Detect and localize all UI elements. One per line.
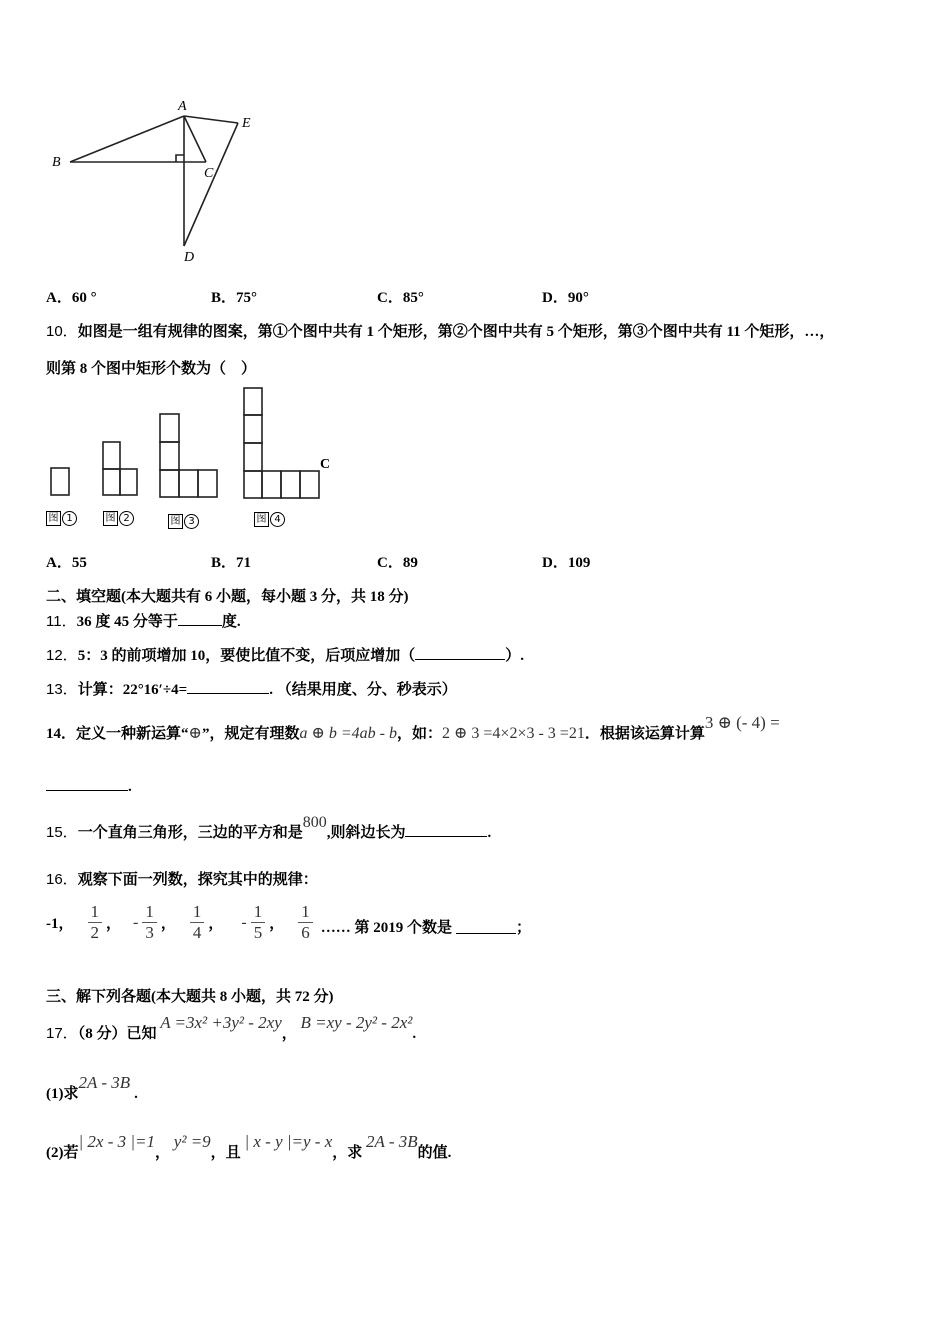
option-value: 109 xyxy=(567,555,591,571)
caption-prefix: 图 xyxy=(254,512,269,527)
q9-triangle-figure xyxy=(40,95,280,270)
caption-prefix: 图 xyxy=(103,511,118,526)
option-letter: A． xyxy=(46,290,72,306)
separator: ，且 xyxy=(210,1145,241,1161)
corner-label-c: C xyxy=(320,457,331,472)
question-text: ）. xyxy=(505,648,524,664)
question-number: 12． xyxy=(46,647,78,664)
question-text: ”，规定有理数 xyxy=(201,726,300,742)
label-a: A xyxy=(178,99,187,114)
q10-option-d[interactable] xyxy=(542,551,590,572)
q10-option-c[interactable] xyxy=(377,551,418,572)
q16-sequence xyxy=(46,902,531,943)
option-letter: B． xyxy=(211,290,237,306)
q15-question xyxy=(46,814,492,842)
sequence-term xyxy=(133,902,176,943)
fraction xyxy=(190,902,205,943)
question-text: 36 度 45 分等于 xyxy=(76,614,178,630)
question-number: 15． xyxy=(46,824,78,841)
q9-option-b[interactable] xyxy=(211,286,257,307)
question-text: 的值. xyxy=(417,1145,452,1161)
question-text: 5：3 的前项增加 10，要使比值不变，后项应增加（ xyxy=(77,648,416,664)
q12-question xyxy=(46,644,524,665)
q10-question-line2 xyxy=(46,357,256,378)
numerator: 1 xyxy=(298,902,313,923)
q17-part2 xyxy=(46,1132,452,1162)
separator: ， xyxy=(208,916,224,932)
option-letter: A． xyxy=(46,555,72,571)
denominator: 6 xyxy=(301,923,310,942)
separator: ， xyxy=(160,916,176,932)
math-target: 3 ⊕ (- 4) = xyxy=(704,713,780,732)
option-value: 75° xyxy=(236,290,258,306)
question-text: 一个直角三角形，三边的平方和是 xyxy=(77,825,303,841)
fraction xyxy=(298,902,313,943)
label-c: C xyxy=(204,166,214,181)
q9-option-d[interactable] xyxy=(542,286,589,307)
question-text: ； xyxy=(515,920,531,936)
answer-blank[interactable] xyxy=(456,919,516,934)
answer-blank[interactable] xyxy=(415,645,505,660)
math-condition-1: | 2x - 3 |=1 xyxy=(78,1132,156,1151)
answer-blank[interactable] xyxy=(187,679,269,694)
question-text: . xyxy=(487,825,492,841)
q10-option-a[interactable] xyxy=(46,551,87,572)
fraction xyxy=(142,902,157,943)
option-value: 89 xyxy=(402,555,418,571)
separator: ， xyxy=(269,916,285,932)
part-label: (2)若 xyxy=(46,1145,79,1161)
question-text: ，如： xyxy=(396,726,442,742)
option-value: 60 ° xyxy=(71,290,97,306)
sign: - xyxy=(241,913,247,931)
sequence-term xyxy=(84,902,122,943)
question-text: 定义一种新运算“ xyxy=(76,726,189,742)
numerator: 1 xyxy=(190,902,205,923)
question-text: . xyxy=(412,1026,417,1042)
math-example: 2 ⊕ 3 =4×2×3 - 3 =21 xyxy=(442,725,585,742)
separator: ， xyxy=(155,1145,171,1161)
q10-option-b[interactable] xyxy=(211,551,251,572)
question-number: 10． xyxy=(46,323,78,340)
caption-prefix: 图 xyxy=(46,511,61,526)
question-number: 17． xyxy=(46,1025,78,1042)
option-letter: D． xyxy=(542,290,568,306)
option-letter: C． xyxy=(377,290,403,306)
q10-rectangles-figure xyxy=(40,380,360,505)
caption-prefix: 图 xyxy=(168,514,183,529)
question-text: （8 分）已知 xyxy=(77,1026,157,1042)
fraction xyxy=(251,902,266,943)
section2-heading: 二、填空题(本大题共有 6 小题，每小题 3 分，共 18 分) xyxy=(46,589,409,605)
option-value: 90° xyxy=(567,290,589,306)
math-expression: 2A - 3B xyxy=(78,1073,131,1092)
q14-answer-line xyxy=(46,776,132,796)
question-text: 计算：22°16′÷4= xyxy=(77,682,188,698)
figure-caption-2 xyxy=(103,510,134,526)
option-value: 85° xyxy=(402,290,424,306)
caption-index: 3 xyxy=(184,514,199,529)
question-text: 观察下面一列数，探究其中的规律： xyxy=(77,872,318,888)
q16-question xyxy=(46,868,318,889)
denominator: 4 xyxy=(192,923,202,942)
figure-caption-3 xyxy=(168,513,199,529)
sequence-term xyxy=(186,902,224,943)
option-value: 71 xyxy=(236,555,252,571)
numerator: 1 xyxy=(88,902,103,923)
separator: ，求 xyxy=(332,1145,363,1161)
question-text: . xyxy=(128,779,132,795)
numerator: 1 xyxy=(142,902,157,923)
numerator: 1 xyxy=(251,902,266,923)
q10-question-line1 xyxy=(46,320,834,341)
math-rule: a ⊕ b =4ab - b xyxy=(299,725,397,742)
question-text: 则第 8 个图中矩形个数为（ ） xyxy=(46,361,257,377)
option-letter: D． xyxy=(542,555,568,571)
label-e: E xyxy=(242,116,251,131)
sign: - xyxy=(133,913,139,931)
question-number: 16． xyxy=(46,871,78,888)
question-text: ．根据该运算计算 xyxy=(584,726,705,742)
q11-question xyxy=(46,610,241,631)
option-letter: C． xyxy=(377,555,403,571)
denominator: 3 xyxy=(145,923,154,942)
separator: ， xyxy=(281,1026,297,1042)
figure-caption-4 xyxy=(254,511,285,527)
question-text: . xyxy=(134,1086,138,1102)
sequence-term: -1， xyxy=(46,916,74,932)
question-text: . （结果用度、分、秒表示） xyxy=(269,682,457,698)
oplus-symbol: ⊕ xyxy=(188,725,202,742)
section3-heading: 三、解下列各题(本大题共 8 小题，共 72 分) xyxy=(46,989,334,1005)
sequence-term xyxy=(241,902,284,943)
caption-index: 2 xyxy=(119,511,134,526)
fraction xyxy=(88,902,103,943)
option-value: 55 xyxy=(71,555,87,571)
denominator: 2 xyxy=(90,923,99,942)
label-d: D xyxy=(184,250,195,265)
answer-blank[interactable] xyxy=(178,611,222,626)
answer-blank[interactable] xyxy=(46,776,128,791)
math-value: 800 xyxy=(302,814,327,831)
question-number: 13． xyxy=(46,681,78,698)
separator: ， xyxy=(106,916,122,932)
sequence-term xyxy=(294,902,317,943)
option-letter: B． xyxy=(211,555,237,571)
question-text: ,则斜边长为 xyxy=(326,825,406,841)
question-number: 14． xyxy=(46,726,77,742)
math-expression: 2A - 3B xyxy=(366,1132,418,1151)
q17-part1 xyxy=(46,1073,138,1103)
math-condition-2: y² =9 xyxy=(173,1132,211,1151)
math-expression-a: A =3x² +3y² - 2xy xyxy=(160,1013,282,1032)
question-text: 如图是一组有规律的图案，第①个图中共有 1 个矩形，第②个图中共有 5 个矩形，第③个图中共有 11 个矩形，…， xyxy=(77,324,835,340)
caption-index: 4 xyxy=(270,512,285,527)
figure-caption-1 xyxy=(46,510,77,526)
question-text: …… 第 2019 个数是 xyxy=(320,920,452,936)
question-text: 度. xyxy=(221,614,241,630)
question-number: 11． xyxy=(46,613,77,630)
caption-index: 1 xyxy=(62,511,77,526)
part-label: (1)求 xyxy=(46,1086,79,1102)
math-condition-3: | x - y |=y - x xyxy=(244,1132,333,1151)
answer-blank[interactable] xyxy=(405,822,487,837)
q13-question xyxy=(46,678,457,699)
q14-question xyxy=(46,713,780,743)
label-b: B xyxy=(52,155,61,170)
q9-option-a[interactable] xyxy=(46,286,97,307)
math-expression-b: B =xy - 2y² - 2x² xyxy=(300,1013,413,1032)
q9-option-c[interactable] xyxy=(377,286,424,307)
q17-question xyxy=(46,1013,417,1043)
denominator: 5 xyxy=(253,923,263,942)
